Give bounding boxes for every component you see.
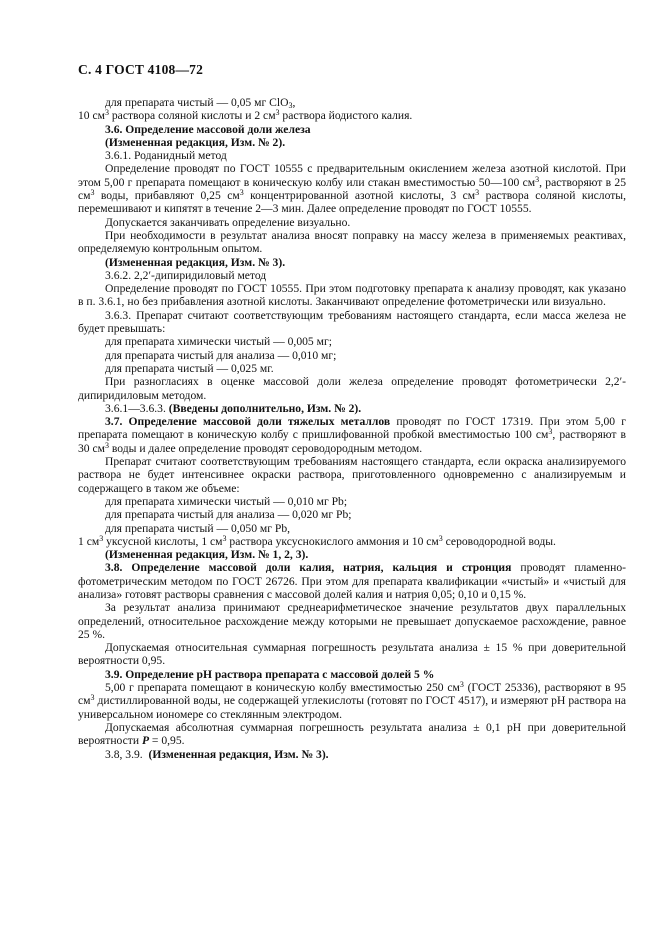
sup: 3 <box>222 533 227 543</box>
sup: 3 <box>438 533 443 543</box>
sup: 3 <box>104 440 109 450</box>
lead-limit-3: для препарата чистый — 0,050 мг Pb, <box>105 521 291 535</box>
section-3-7-text <box>78 415 626 455</box>
chlorate-end: , <box>292 96 296 109</box>
sup: 3 <box>548 427 553 437</box>
text-part: Допускаемая абсолютная суммарная погрешность результата анализа ± 0,1 pH при доверительной вероятности <box>78 720 626 748</box>
final-edition-note <box>78 748 626 761</box>
text-part: уксусной кислоты, 1 см <box>103 534 223 548</box>
text-part: (ГОСТ 25336), растворяют в 95 см <box>78 681 626 708</box>
lead-limit-2: для препарата чистый для анализа — 0,020 мг Pb; <box>105 508 352 522</box>
section-3-6-title: 3.6. Определение массовой доли железа <box>105 122 311 136</box>
document-body <box>78 96 626 761</box>
sup: 3 <box>459 680 464 690</box>
visual-note: Допускается заканчивать определение визуально. <box>105 215 351 229</box>
section-3-6-1-text <box>78 162 626 215</box>
chlorate-subscript: 3 <box>288 101 293 110</box>
text-part: 5,00 г препарата помещают в коническую колбу вместимостью 250 см <box>105 681 460 695</box>
section-3-8-result: За результат анализа принимают среднеарифметическое значение результатов двух параллельных определений, относительное расхождение между которыми не превышает допускаемое расхождение, равное 25 %. <box>78 601 626 641</box>
sup: 3 <box>104 108 109 118</box>
section-3-9-text <box>78 681 626 721</box>
section-3-9-error <box>78 721 626 748</box>
text-part: воды и далее определение проводят сероводородным методом. <box>108 441 423 455</box>
acid-reagents-line <box>78 535 626 548</box>
text-part: , растворяют в 30 см <box>78 428 626 455</box>
section-3-8-title: 3.8. Определение массовой доли калия, натрия, кальция и стронция <box>105 561 512 575</box>
sup: 3 <box>90 188 95 198</box>
edition-123-note <box>78 548 626 561</box>
text-part: проводят пламенно-фотометрическим методом по ГОСТ 26726. При этом для препарата квалификации «чистый» и «чистый для анализа» готовят растворы сравнения с массовой долей калия и натрия 0,05; 0,10 и 0,15 %. <box>78 561 626 601</box>
section-3-6-3-text: 3.6.3. Препарат считают соответствующим требованиям настоящего стандарта, если масса железа не будет превышать: <box>78 308 626 336</box>
edition-note: (Введены дополнительно, Изм. № 2). <box>168 401 362 415</box>
dispute-note: При разногласиях в оценке массовой доли железа определение проводят фотометрически 2,2′-дипиридиловым методом. <box>78 375 626 402</box>
introduced-note <box>78 402 626 415</box>
text-part: концентрированной азотной кислоты, 3 см <box>243 189 476 203</box>
section-3-6-1-heading: 3.6.1. Роданидный метод <box>105 149 227 163</box>
iron-limit-2: для препарата чистый для анализа — 0,010 мг; <box>105 348 337 362</box>
chlorate-limit-line <box>78 96 626 109</box>
chlorate-text: для препарата чистый — 0,05 мг ClO <box>105 96 289 109</box>
section-3-6-2-heading: 3.6.2. 2,2′-дипиридиловый метод <box>105 268 267 282</box>
text-part: дистиллированной воды, не содержащей углекислоты (готовят по ГОСТ 4517), и измеряют pH раствора на универсальном иономере со стеклянным электродом. <box>78 694 626 721</box>
sup: 3 <box>535 174 540 184</box>
text-part: раствора соляной кислоты, перемешивают и кипятят в течение 2—3 мин. Далее определение проводят по ГОСТ 10555. <box>78 189 626 216</box>
section-3-7-title: 3.7. Определение массовой доли тяжелых металлов <box>105 415 391 429</box>
section-3-6-heading <box>78 123 626 136</box>
text-part: сероводородной воды. <box>442 534 556 548</box>
section-3-8-text <box>78 561 626 601</box>
section-3-6-edition <box>78 136 626 149</box>
iron-limit-1: для препарата химически чистый — 0,005 мг; <box>105 335 332 349</box>
sup: 3 <box>275 108 280 118</box>
edition-3-note <box>78 256 626 269</box>
text-part: воды, прибавляют 0,25 см <box>94 189 240 203</box>
text-part: = 0,95. <box>149 734 185 748</box>
page-header: С. 4 ГОСТ 4108—72 <box>78 62 204 77</box>
text-part: раствора уксуснокислого аммония и 10 см <box>226 534 439 548</box>
reagents-text-a: 10 см <box>78 109 105 123</box>
text-part: 1 см <box>78 534 100 548</box>
correction-note: При необходимости в результат анализа вносят поправку на массу железа в применяемых реактивах, определяемую контрольным опытом. <box>78 228 626 256</box>
edition-note: (Измененная редакция, Изм. № 3). <box>105 255 286 269</box>
text-part: Определение проводят по ГОСТ 10555 с предварительным окислением железа азотной кислотой. При этом 5,00 г препарата помещают в коническую колбу или стакан вместимостью 50—100 см <box>78 162 626 189</box>
sup: 3 <box>99 533 104 543</box>
section-3-8-error: Допускаемая относительная суммарная погрешность результата анализа ± 15 % при доверительной вероятности 0,95. <box>78 641 626 668</box>
text-part: проводят по ГОСТ 17319. При этом 5,00 г препарата помещают в коническую колбу с пришлифованной пробкой вместимостью 100 см <box>78 415 626 442</box>
section-3-9-heading <box>78 668 626 681</box>
section-3-6-2-text: Определение проводят по ГОСТ 10555. При этом подготовку препарата к анализу проводят, как указано в п. 3.6.1, но без прибавления азотной кислоты. Заканчивают определение фотометрически или визуально. <box>78 282 626 309</box>
sup: 3 <box>239 188 244 198</box>
reagents-text-b: раствора соляной кислоты и 2 см <box>108 109 276 123</box>
iron-limit-3: для препарата чистый — 0,025 мг. <box>105 361 274 375</box>
lead-limit-1: для препарата химически чистый — 0,010 мг Pb; <box>105 494 348 508</box>
clause-range: 3.8, 3.9. <box>105 747 143 761</box>
sup: 3 <box>90 693 95 703</box>
reagents-line <box>78 109 626 122</box>
reagents-text-c: раствора йодистого калия. <box>279 109 413 123</box>
section-3-7-criteria: Препарат считают соответствующим требованиям настоящего стандарта, если окраска анализируемого раствора не будет интенсивнее окраски раствора, приготовленного одновременно с анализируемым и содержащего в таком же объеме: <box>78 455 626 495</box>
clause-range: 3.6.1—3.6.3. <box>105 401 166 415</box>
section-3-9-title: 3.9. Определение pH раствора препарата с массовой долей 5 % <box>105 667 435 681</box>
edition-note: (Измененная редакция, Изм. № 2). <box>105 135 286 149</box>
probability-variable: P <box>141 734 150 748</box>
sup: 3 <box>475 188 480 198</box>
edition-note: (Измененная редакция, Изм. № 1, 2, 3). <box>105 548 309 562</box>
edition-note: (Измененная редакция, Изм. № 3). <box>148 747 329 761</box>
text-part: , растворяют в 25 см <box>78 175 626 203</box>
